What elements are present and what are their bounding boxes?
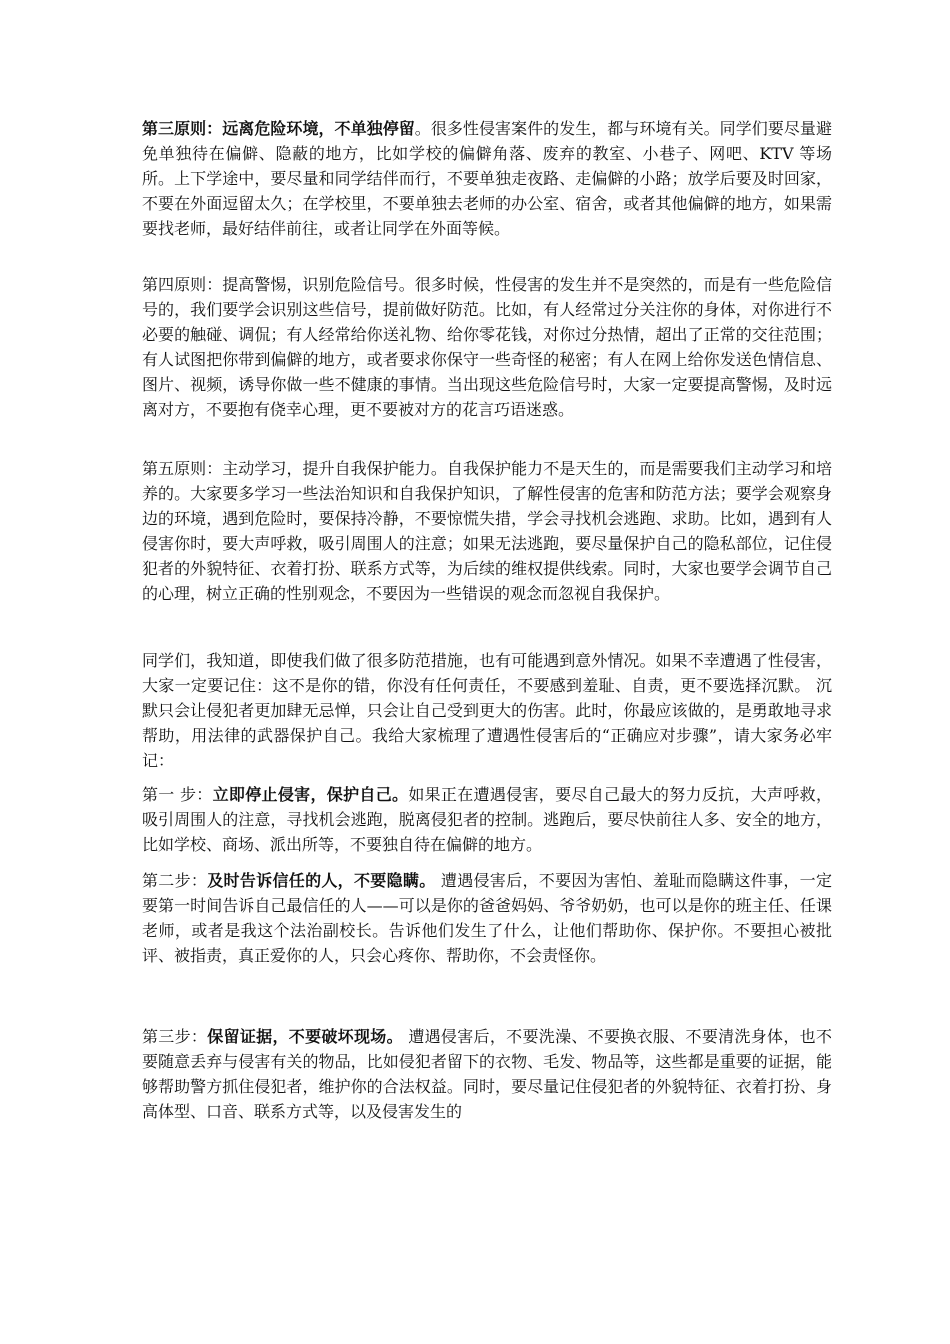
principle-5-body: 主动学习，提升自我保护能力。自我保护能力不是天生的，而是需要我们主动学习和培养的。大家要多学习一些法治知识和自我保护知识，了解性侵害的危害和防范方法；要学会观察身边的环境，遇到危险时，要保持冷静，不要惊慌失措，学会寻找机会逃跑、求助。比如，遇到有人侵害你时，要大声呼救，吸引周围人的注意；如果无法逃跑，要尽量保护自己的隐私部位，记住侵犯者的外貌特征、衣着打扮、联系方式等，为后续的维权提供线索。同时，大家也要学会调节自己的心理，树立正确的性别观念，不要因为一些错误的观念而忽视自我保护。 bbox=[142, 459, 832, 603]
paragraph-principle-5 bbox=[142, 456, 832, 606]
principle-5-label: 第五原则： bbox=[142, 459, 223, 478]
principle-4-label: 第四原则： bbox=[142, 275, 223, 294]
step-2-label: 第二步： bbox=[142, 871, 208, 890]
step-3-title: 保留证据，不要破坏现场。 bbox=[207, 1027, 403, 1046]
paragraph-principle-4 bbox=[142, 272, 832, 422]
step-3-label: 第三步： bbox=[142, 1027, 208, 1046]
paragraph-step-3 bbox=[142, 1024, 832, 1124]
principle-3-title: 远离危险环境，不单独停留 bbox=[222, 119, 415, 138]
paragraph-intro-steps bbox=[142, 648, 832, 773]
principle-4-body: 提高警惕，识别危险信号。很多时候，性侵害的发生并不是突然的，而是有一些危险信号的，我们要学会识别这些信号，提前做好防范。比如，有人经常过分关注你的身体，对你进行不必要的触碰、调侃；有人经常给你送礼物、给你零花钱，对你过分热情，超出了正常的交往范围；有人试图把你带到偏僻的地方，或者要求你保守一些奇怪的秘密；有人在网上给你发送色情信息、图片、视频，诱导你做一些不健康的事情。当出现这些危险信号时，大家一定要提高警惕，及时远离对方，不要抱有侥幸心理，更不要被对方的花言巧语迷惑。 bbox=[142, 275, 832, 419]
principle-3-heading bbox=[142, 119, 415, 138]
paragraph-principle-3 bbox=[142, 116, 832, 241]
step-1-label: 第一 步： bbox=[142, 785, 213, 804]
step-2-body: 遭遇侵害后，不要因为害怕、羞耻而隐瞒这件事，一定要第一时间告诉自己最信任的人——可以是你的爸爸妈妈、爷爷奶奶，也可以是你的班主任、任课老师，或者是我这个法治副校长。告诉他们发生了什么，让他们帮助你、保护你。不要担心被批评、被指责，真正爱你的人，只会心疼你、帮助你，不会责怪你。 bbox=[142, 871, 832, 965]
principle-3-label: 第三原则： bbox=[142, 119, 223, 138]
paragraph-step-2 bbox=[142, 868, 832, 968]
paragraph-step-1 bbox=[142, 782, 832, 857]
intro-steps-body: 同学们，我知道，即使我们做了很多防范措施，也有可能遇到意外情况。如果不幸遭遇了性侵害，大家一定要记住：这不是你的错，你没有任何责任，不要感到羞耻、自责，更不要选择沉默。 沉默只会让侵犯者更加肆无忌惮，只会让自己受到更大的伤害。此时，你最应该做的，是勇敢地寻求帮助，用法律的武器保护自己。我给大家梳理了遭遇性侵害后的“正确应对步骤”，请大家务必牢记： bbox=[142, 651, 832, 770]
step-1-title: 立即停止侵害，保护自己。 bbox=[212, 785, 409, 804]
step-3-body: 遭遇侵害后，不要洗澡、不要换衣服、不要清洗身体，也不要随意丢弃与侵害有关的物品，比如侵犯者留下的衣物、毛发、物品等，这些都是重要的证据，能够帮助警方抓住侵犯者，维护你的合法权益。同时，要尽量记住侵犯者的外貌特征、衣着打扮、身高体型、口音、联系方式等，以及侵害发生的 bbox=[142, 1027, 832, 1121]
principle-3-body: 。很多性侵害案件的发生，都与环境有关。同学们要尽量避免单独待在偏僻、隐蔽的地方，比如学校的偏僻角落、废弃的教室、小巷子、网吧、KTV 等场所。上下学途中，要尽量和同学结伴而行，不要单独走夜路、走偏僻的小路；放学后要及时回家，不要在外面逗留太久；在学校里，不要单独去老师的办公室、宿舍，或者其他偏僻的地方，如果需要找老师，最好结伴前往，或者让同学在外面等候。 bbox=[142, 119, 832, 238]
step-1-body: 如果正在遭遇侵害，要尽自己最大的努力反抗，大声呼救，吸引周围人的注意，寻找机会逃跑，脱离侵犯者的控制。逃跑后，要尽快前往人多、安全的地方，比如学校、商场、派出所等，不要独自待在偏僻的地方。 bbox=[142, 785, 832, 854]
step-2-title: 及时告诉信任的人，不要隐瞒。 bbox=[207, 871, 436, 890]
